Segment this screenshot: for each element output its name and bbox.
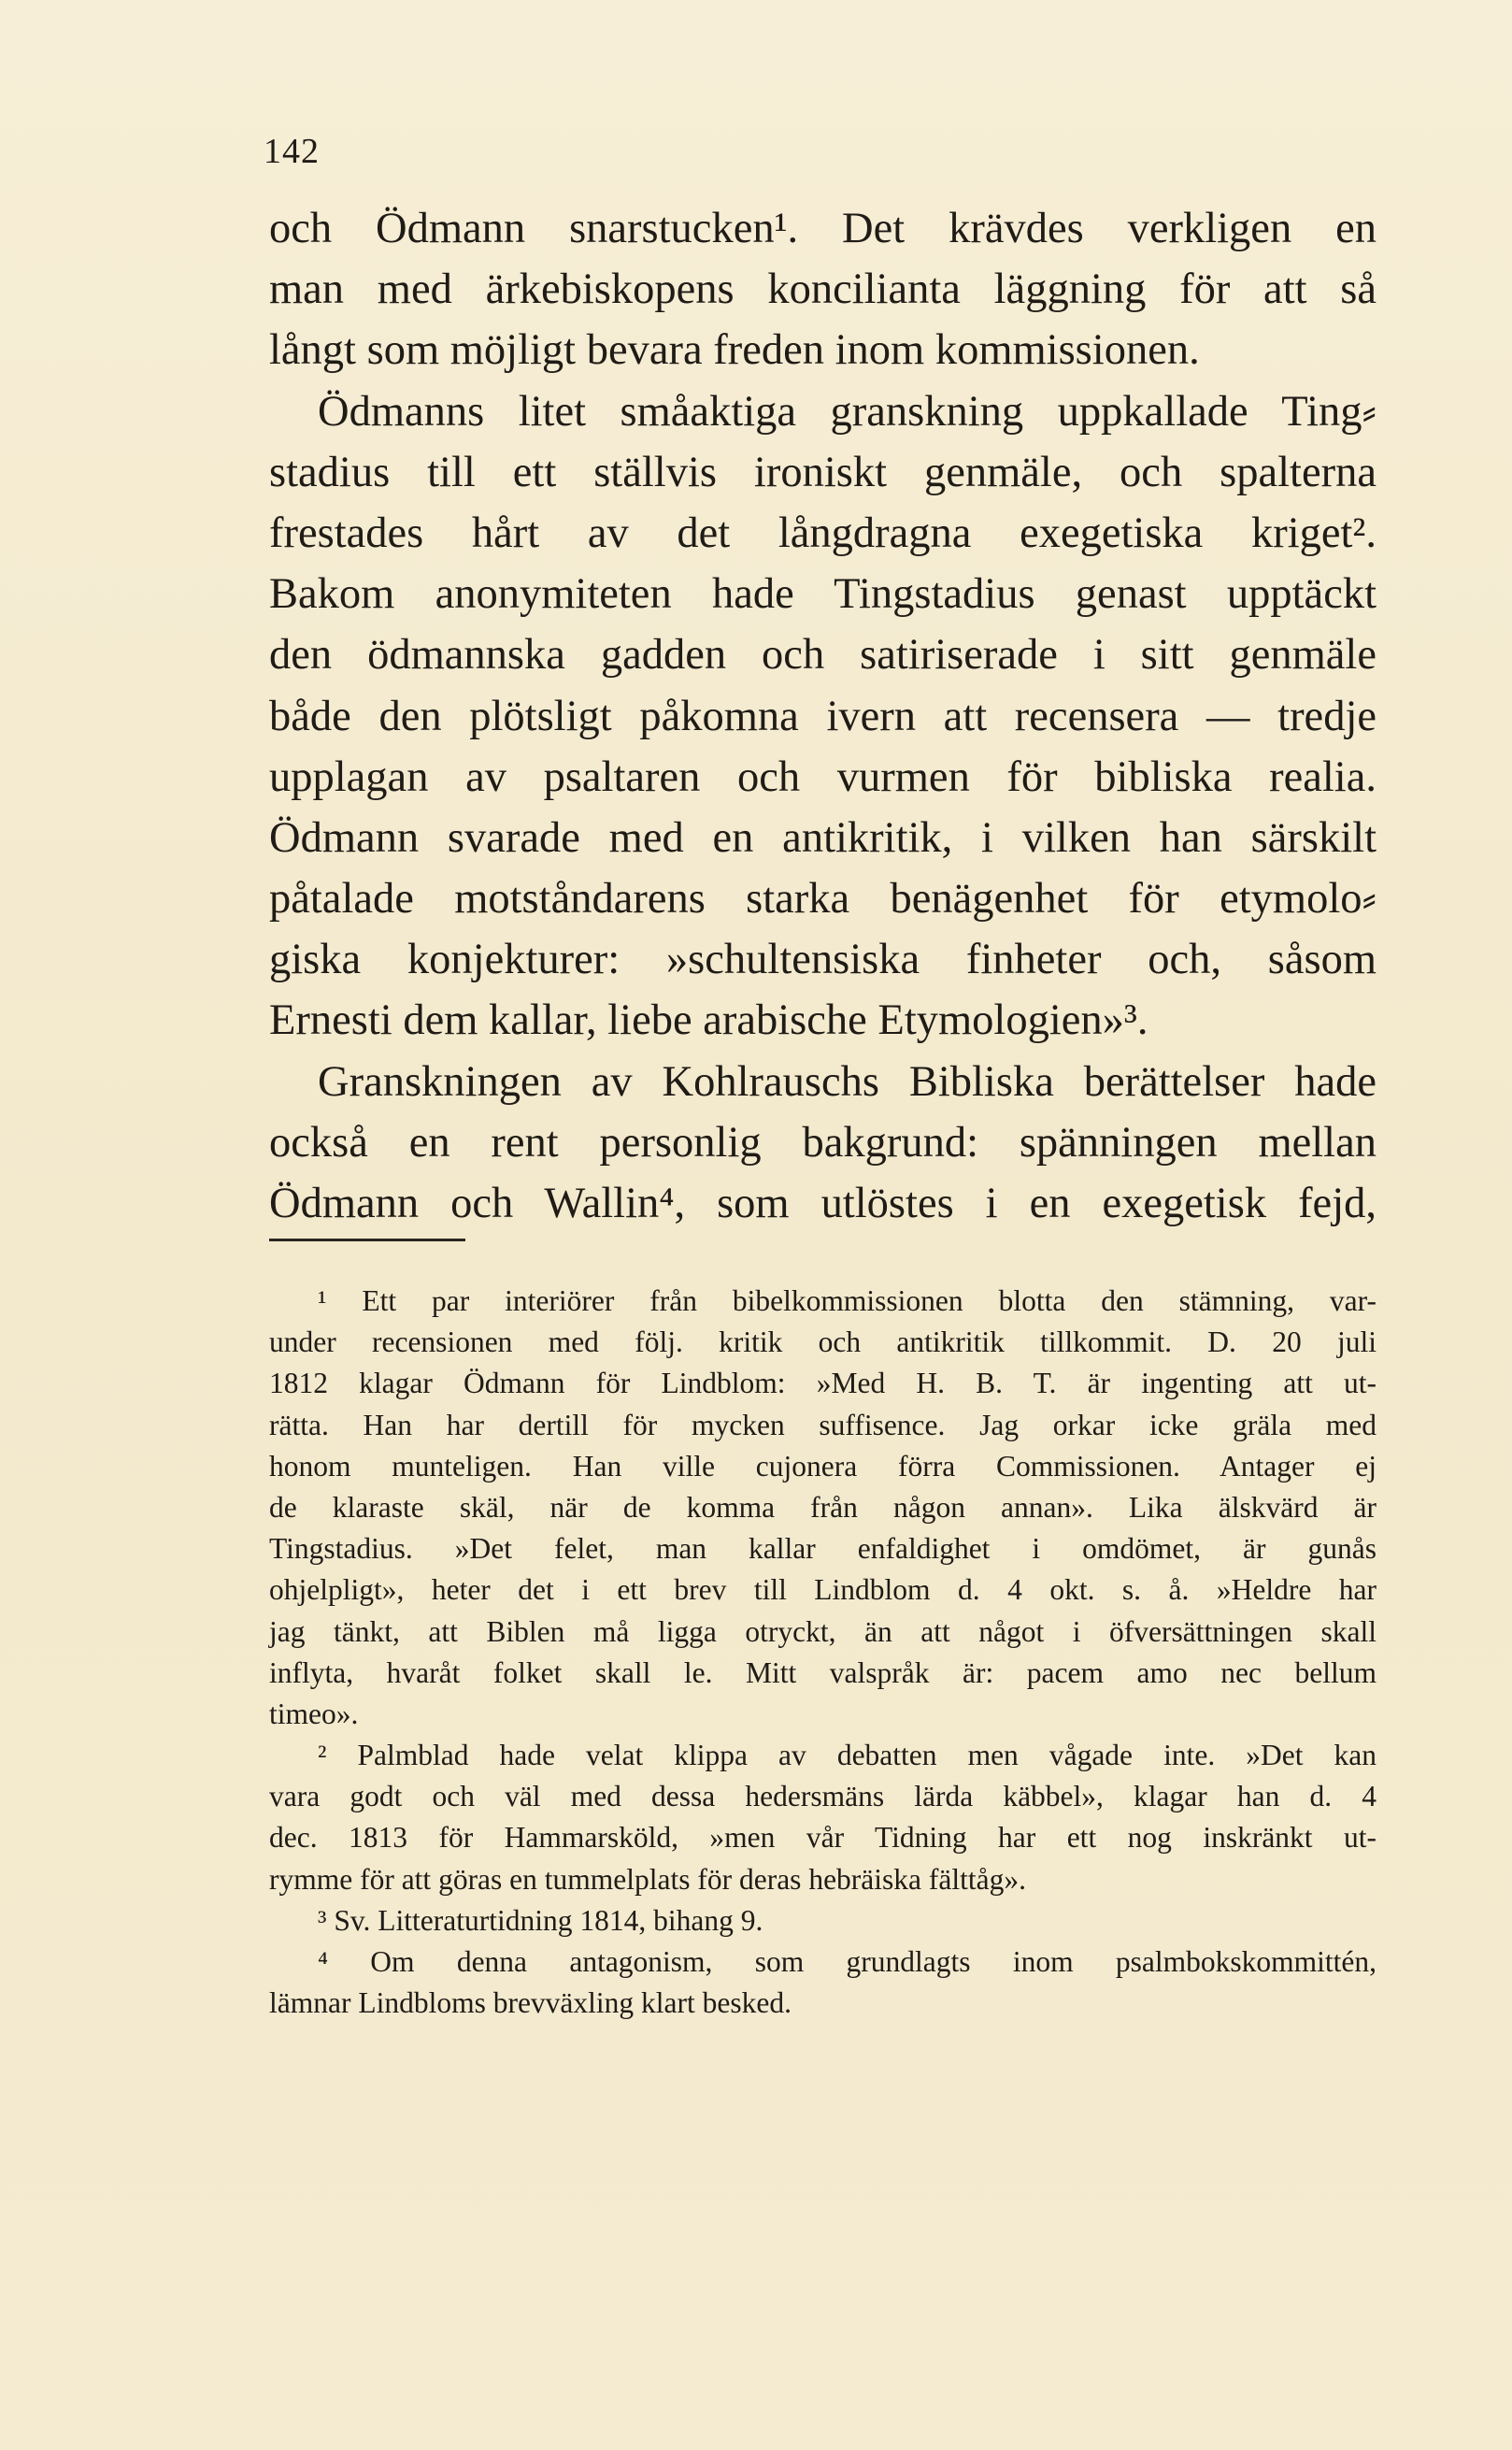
body-line: Bakom anonymiteten hade Tingstadius genast upptäckt <box>269 570 1376 619</box>
footnote-line: ohjelpligt», heter det i ett brev till Lindblom d. 4 okt. s. å. »Heldre har <box>269 1573 1376 1607</box>
body-line: Ödmann och Wallin⁴, som utlöstes i en exegetisk fejd, <box>269 1180 1376 1227</box>
footnote-line: dec. 1813 för Hammarsköld, »men vår Tidning har ett nog inskränkt ut- <box>269 1821 1376 1855</box>
body-line: också en rent personlig bakgrund: spänningen mellan <box>269 1118 1376 1167</box>
footnote-line: ⁴ Om denna antagonism, som grundlagts inom psalmbokskommittén, <box>318 1945 1376 1978</box>
footnote-line: honom munteligen. Han ville cujonera förra Commissionen. Antager ej <box>269 1449 1376 1483</box>
body-line: både den plötsligt påkomna ivern att recensera — tredje <box>269 692 1376 740</box>
body-line: giska konjekturer: »schultensiska finheter och, såsom <box>269 936 1376 984</box>
footnotes <box>269 1281 1376 2024</box>
body-line: långt som möjligt bevara freden inom kommissionen. <box>269 326 1200 375</box>
footnote-line: lämnar Lindbloms brevväxling klart besked. <box>269 1986 792 2020</box>
footnote-line: rymme för att göras en tummelplats för deras hebräiska fälttåg». <box>269 1862 1026 1896</box>
body-line: påtalade motståndarens starka benägenhet för etymolo⸗ <box>269 875 1376 924</box>
body-line: den ödmannska gadden och satiriserade i sitt genmäle <box>269 631 1376 680</box>
body-line: frestades hårt av det långdragna exegetiska kriget². <box>269 509 1376 557</box>
footnote-line: Tingstadius. »Det felet, man kallar enfaldighet i omdömet, är gunås <box>269 1532 1376 1566</box>
footnote-line: 1812 klagar Ödmann för Lindblom: »Med H. B. T. är ingenting att ut- <box>269 1367 1376 1400</box>
footnote-line: de klaraste skäl, när de komma från någon annan». Lika älskvärd är <box>269 1490 1376 1524</box>
footnote-line: ¹ Ett par interiörer från bibelkommissionen blotta den stämning, var- <box>318 1284 1376 1317</box>
body-line: upplagan av psaltaren och vurmen för bibliska realia. <box>269 752 1376 801</box>
body-line: man med ärkebiskopens koncilianta läggning för att så <box>269 265 1376 314</box>
footnote-line: rätta. Han har dertill för mycken suffisence. Jag orkar icke gräla med <box>269 1408 1376 1441</box>
footnote-line: ³ Sv. Litteraturtidning 1814, bihang 9. <box>318 1903 763 1937</box>
body-line: Ödmann svarade med en antikritik, i vilken han särskilt <box>269 813 1376 862</box>
page-number: 142 <box>264 132 320 171</box>
footnote-line: under recensionen med följ. kritik och antikritik tillkommit. D. 20 juli <box>269 1325 1376 1359</box>
body-line: Granskningen av Kohlrauschs Bibliska berättelser hade <box>318 1057 1376 1106</box>
footnote-divider <box>269 1239 465 1241</box>
footnote-line: ² Palmblad hade velat klippa av debatten men vågade inte. »Det kan <box>318 1739 1376 1772</box>
footnote-line: vara godt och väl med dessa hedersmäns lärda käbbel», klagar han d. 4 <box>269 1780 1376 1813</box>
body-line: stadius till ett ställvis ironiskt genmäle, och spalterna <box>269 448 1376 496</box>
body-line: Ödmanns litet småaktiga granskning uppkallade Ting⸗ <box>318 387 1376 436</box>
body-line: Ernesti dem kallar, liebe arabische Etymologien»³. <box>269 996 1148 1045</box>
footnote-line: inflyta, hvaråt folket skall le. Mitt valspråk är: pacem amo nec bellum <box>269 1655 1376 1689</box>
body-line: och Ödmann snarstucken¹. Det krävdes verkligen en <box>269 205 1376 252</box>
body-text <box>269 198 1376 1234</box>
footnote-line: jag tänkt, att Biblen må ligga otryckt, än att något i öfversättningen skall <box>269 1614 1376 1648</box>
footnote-line: timeo». <box>269 1697 359 1730</box>
